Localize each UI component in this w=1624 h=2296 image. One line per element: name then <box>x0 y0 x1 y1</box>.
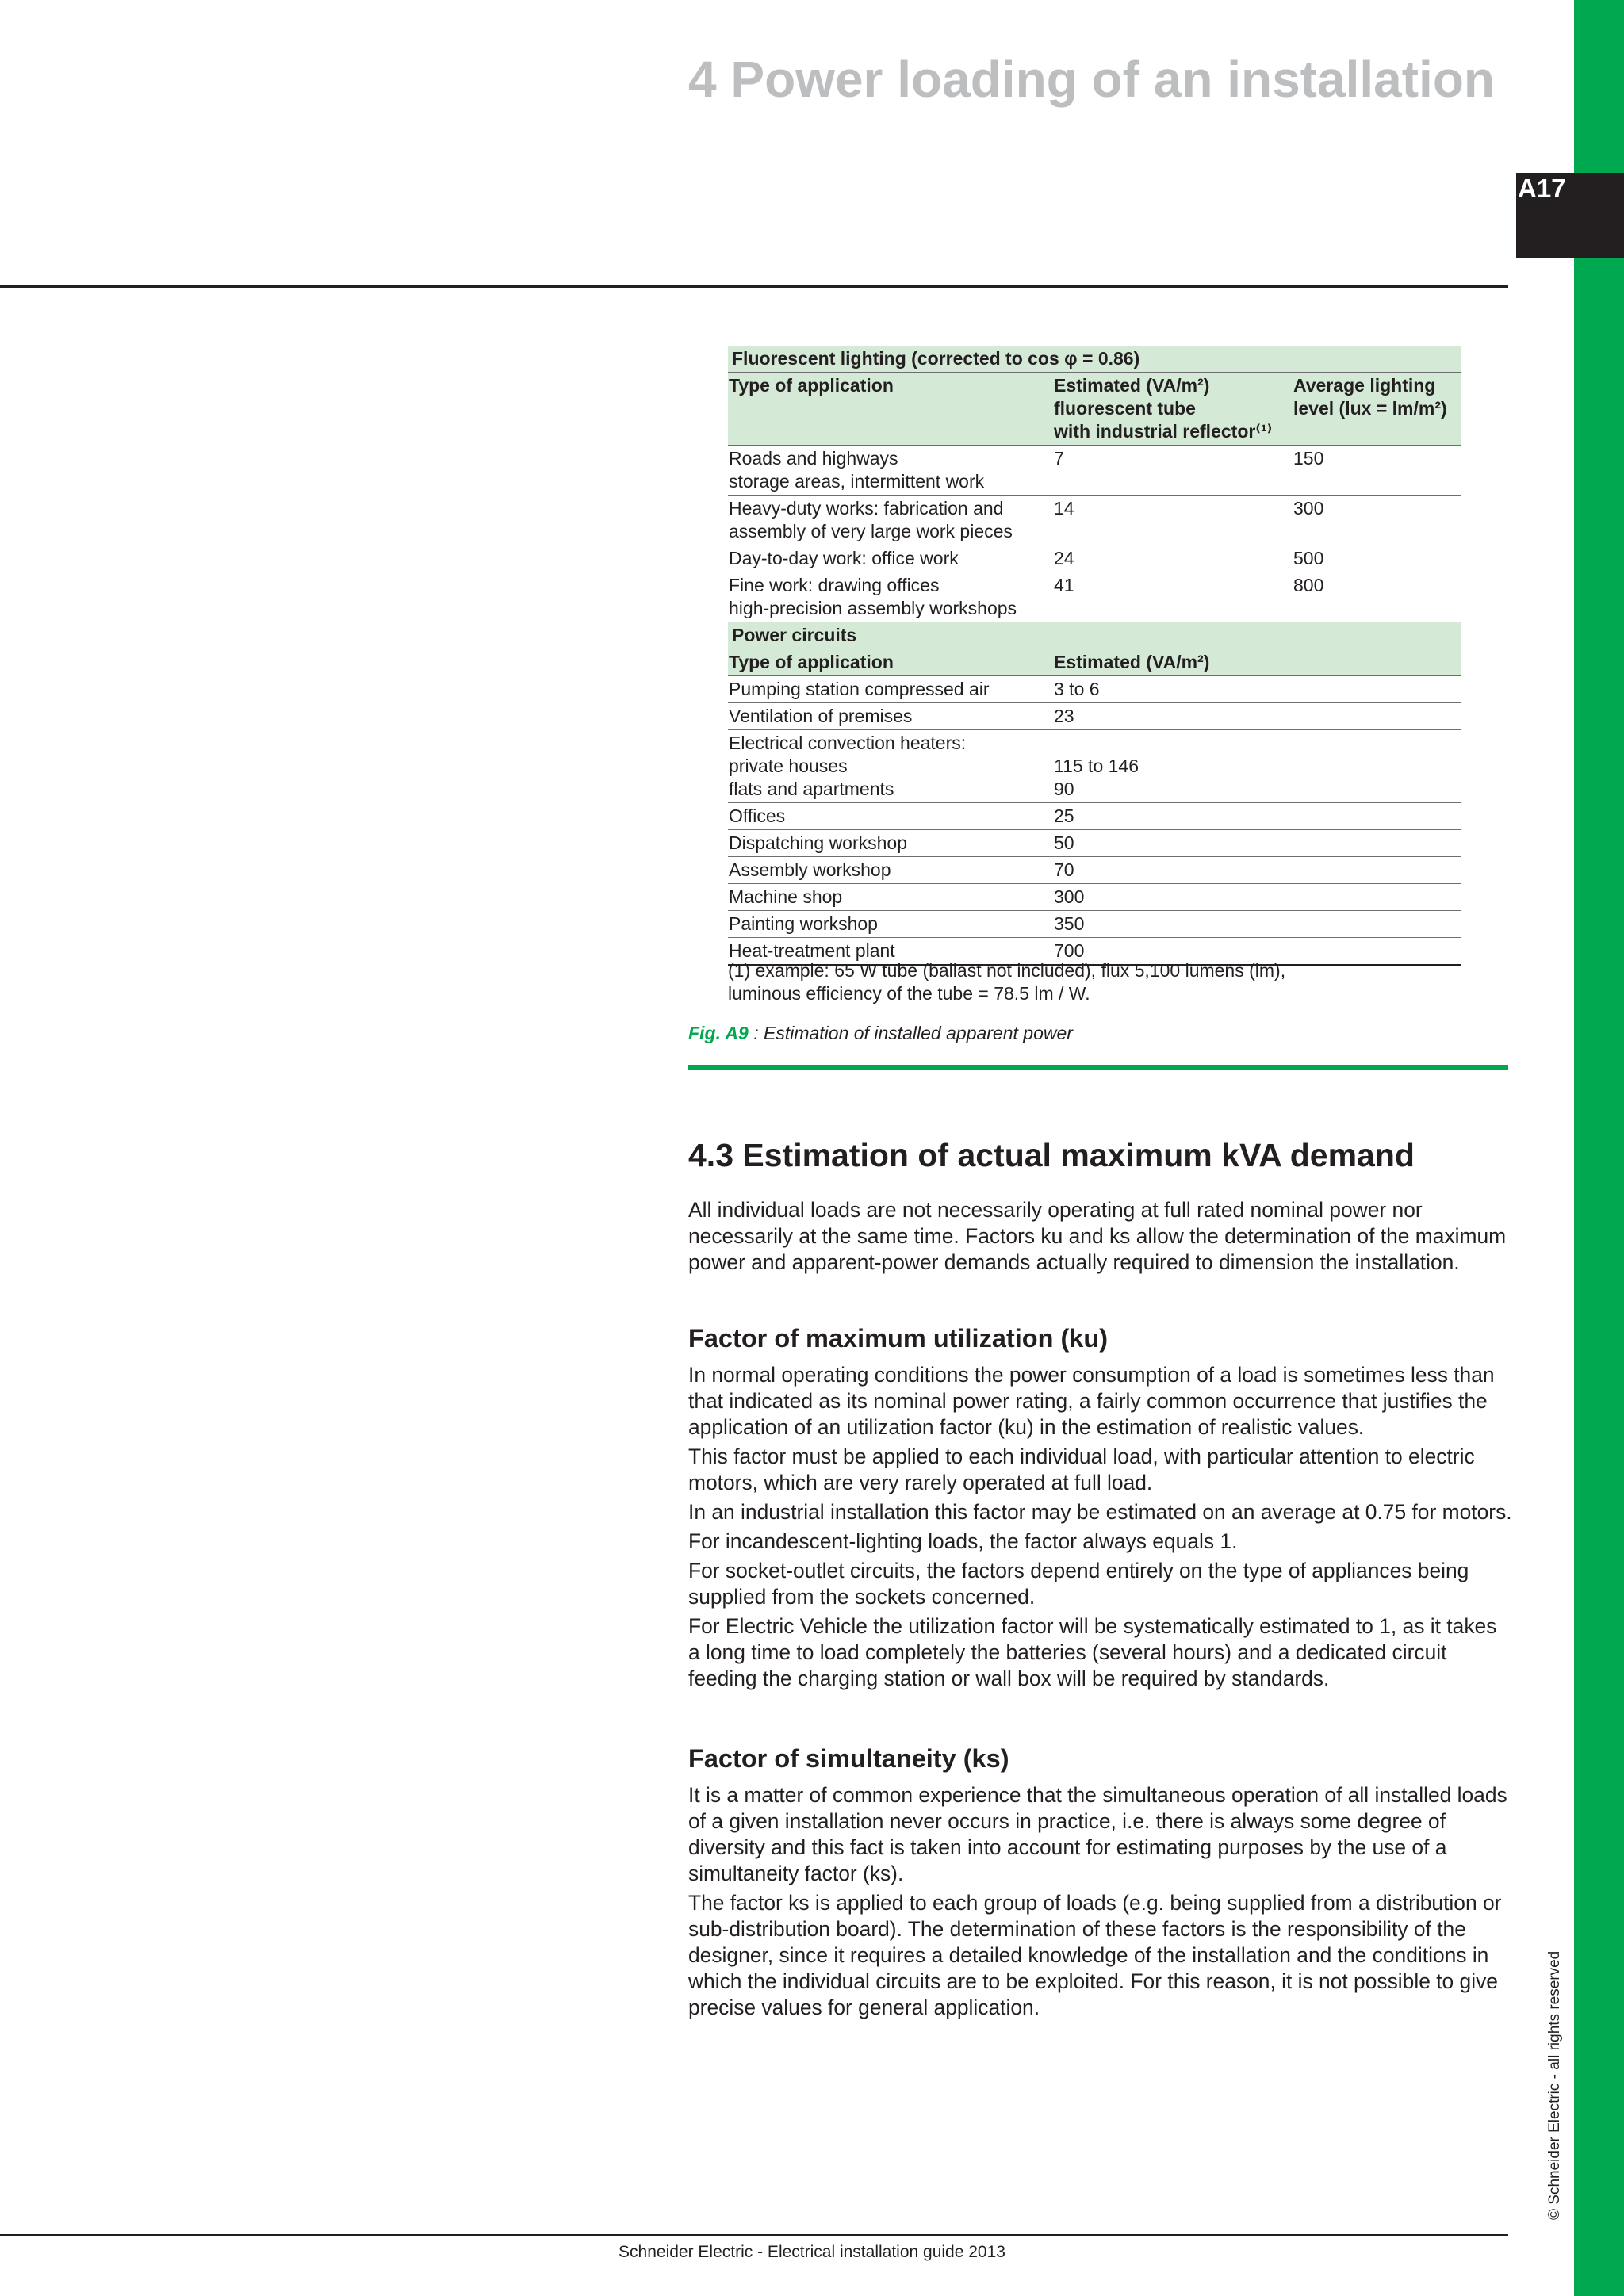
table-row <box>728 857 1461 884</box>
figure-caption <box>688 1021 1073 1045</box>
table-section-title: Power circuits <box>728 622 1461 649</box>
table-cell: Assembly workshop <box>728 857 1053 884</box>
table-row <box>728 703 1461 730</box>
column-header: Average lighting level (lux = lm/m²) <box>1293 373 1461 446</box>
body-paragraph: This factor must be applied to each individual load, with particular attention to electric motors, which are very rarely operated at full load. <box>688 1445 1475 1494</box>
table-row <box>728 545 1461 572</box>
table-cell: 50 <box>1053 830 1293 857</box>
power-estimation-table <box>728 346 1461 966</box>
table-cell-empty <box>1293 911 1461 938</box>
table-cell: Pumping station compressed air <box>728 676 1053 703</box>
intro-paragraph-block <box>688 1197 1513 1279</box>
footer-divider <box>0 2234 1508 2236</box>
copyright-notice: © Schneider Electric - all rights reserved <box>1546 1950 1563 2220</box>
table-cell-empty <box>1293 803 1461 830</box>
page-number-label: A17 <box>1518 174 1566 203</box>
intro-paragraph: All individual loads are not necessarily operating at full rated nominal power nor necessarily at the same time. Factors ku and ks allow the determination of the maximum power and apparent-power demands actually required to dimension the installation. <box>688 1198 1507 1274</box>
ku-paragraph-block <box>688 1362 1513 1695</box>
table-row <box>728 676 1461 703</box>
table-cell: Dispatching workshop <box>728 830 1053 857</box>
table-cell: Heat-treatment plant <box>728 938 1053 966</box>
table-cell: 25 <box>1053 803 1293 830</box>
table-cell: 300 <box>1293 496 1461 545</box>
page-footer: Schneider Electric - Electrical installation guide 2013 <box>619 2243 1005 2261</box>
column-header: Estimated (VA/m²) fluorescent tube with industrial reflector⁽¹⁾ <box>1053 373 1293 446</box>
figure-divider <box>688 1065 1508 1070</box>
body-paragraph: For Electric Vehicle the utilization factor will be systematically estimated to 1, as it takes a long time to load completely the batteries (several hours) and a dedicated circuit feeding the charging station or wall box will be required by standards. <box>688 1614 1497 1690</box>
table-row <box>728 730 1461 803</box>
table-cell-empty <box>1293 703 1461 730</box>
table-cell-empty <box>1293 676 1461 703</box>
table-cell: 14 <box>1053 496 1293 545</box>
table-cell-empty <box>1293 830 1461 857</box>
table-cell: 41 <box>1053 572 1293 622</box>
table-cell: Roads and highways storage areas, intermittent work <box>728 446 1053 496</box>
table-cell: 23 <box>1053 703 1293 730</box>
table-cell-empty <box>1293 884 1461 911</box>
body-paragraph: In an industrial installation this factor may be estimated on an average at 0.75 for motors. <box>688 1500 1512 1524</box>
table-cell: Day-to-day work: office work <box>728 545 1053 572</box>
header-divider <box>0 285 1508 288</box>
table-row <box>728 572 1461 622</box>
body-paragraph: It is a matter of common experience that the simultaneous operation of all installed loads of a given installation never occurs in practice, i.e. there is always some degree of diversity and this fact is taken into account for estimating purposes by the use of a simultaneity factor (ks). <box>688 1783 1507 1885</box>
table-row <box>728 803 1461 830</box>
table-section-header <box>728 622 1461 649</box>
table-cell: 3 to 6 <box>1053 676 1293 703</box>
column-header-empty <box>1293 649 1461 676</box>
table-cell: Painting workshop <box>728 911 1053 938</box>
table-cell: 700 <box>1053 938 1293 966</box>
body-paragraph: For incandescent-lighting loads, the factor always equals 1. <box>688 1529 1238 1553</box>
table-column-headers <box>728 373 1461 446</box>
table-footnote: (1) example: 65 W tube (ballast not included), flux 5,100 lumens (lm), luminous efficiency of the tube = 78.5 lm / W. <box>728 960 1286 1004</box>
table-cell: Ventilation of premises <box>728 703 1053 730</box>
table-cell-empty <box>1293 730 1461 803</box>
table-cell: 150 <box>1293 446 1461 496</box>
table-row <box>728 446 1461 496</box>
table-section-header <box>728 346 1461 373</box>
table-cell: 115 to 146 90 <box>1053 730 1293 803</box>
table-cell: Electrical convection heaters: private houses flats and apartments <box>728 730 1053 803</box>
chapter-title: 4 Power loading of an installation <box>688 51 1495 108</box>
table-cell: Offices <box>728 803 1053 830</box>
table-cell: Heavy-duty works: fabrication and assembly of very large work pieces <box>728 496 1053 545</box>
table-cell: 70 <box>1053 857 1293 884</box>
figure-label: Fig. A9 <box>688 1023 749 1043</box>
table-cell: 800 <box>1293 572 1461 622</box>
page-number-tab <box>1516 173 1624 258</box>
table-row <box>728 884 1461 911</box>
table-cell: 500 <box>1293 545 1461 572</box>
column-header: Type of application <box>728 373 1053 446</box>
column-header: Estimated (VA/m²) <box>1053 649 1293 676</box>
side-accent-bar <box>1574 0 1624 2296</box>
table-row <box>728 496 1461 545</box>
table-cell: Fine work: drawing offices high-precision assembly workshops <box>728 572 1053 622</box>
table-row <box>728 830 1461 857</box>
table-cell: 300 <box>1053 884 1293 911</box>
table-row <box>728 911 1461 938</box>
table-cell: 7 <box>1053 446 1293 496</box>
body-paragraph: For socket-outlet circuits, the factors depend entirely on the type of appliances being supplied from the sockets concerned. <box>688 1559 1469 1609</box>
table-cell: 350 <box>1053 911 1293 938</box>
table-column-headers <box>728 649 1461 676</box>
section-title: 4.3 Estimation of actual maximum kVA demand <box>688 1137 1415 1173</box>
body-paragraph: In normal operating conditions the power consumption of a load is sometimes less than that indicated as its nominal power rating, a fairly common occurrence that justifies the application of an utilization factor (ku) in the estimation of realistic values. <box>688 1363 1495 1439</box>
figure-caption-text: : Estimation of installed apparent power <box>748 1023 1073 1043</box>
table-cell-empty <box>1293 857 1461 884</box>
ku-heading: Factor of maximum utilization (ku) <box>688 1324 1109 1353</box>
table-cell: Machine shop <box>728 884 1053 911</box>
body-paragraph: The factor ks is applied to each group of loads (e.g. being supplied from a distribution or sub-distribution board). The determination of these factors is the responsibility of the designer, since it requires a detailed knowledge of the installation and the conditions in which the individual circuits are to be exploited. For this reason, it is not possible to give precise values for general application. <box>688 1891 1502 2019</box>
ks-heading: Factor of simultaneity (ks) <box>688 1744 1009 1773</box>
table-section-title: Fluorescent lighting (corrected to cos φ = 0.86) <box>728 346 1461 373</box>
column-header: Type of application <box>728 649 1053 676</box>
table-cell: 24 <box>1053 545 1293 572</box>
ks-paragraph-block <box>688 1782 1513 2024</box>
